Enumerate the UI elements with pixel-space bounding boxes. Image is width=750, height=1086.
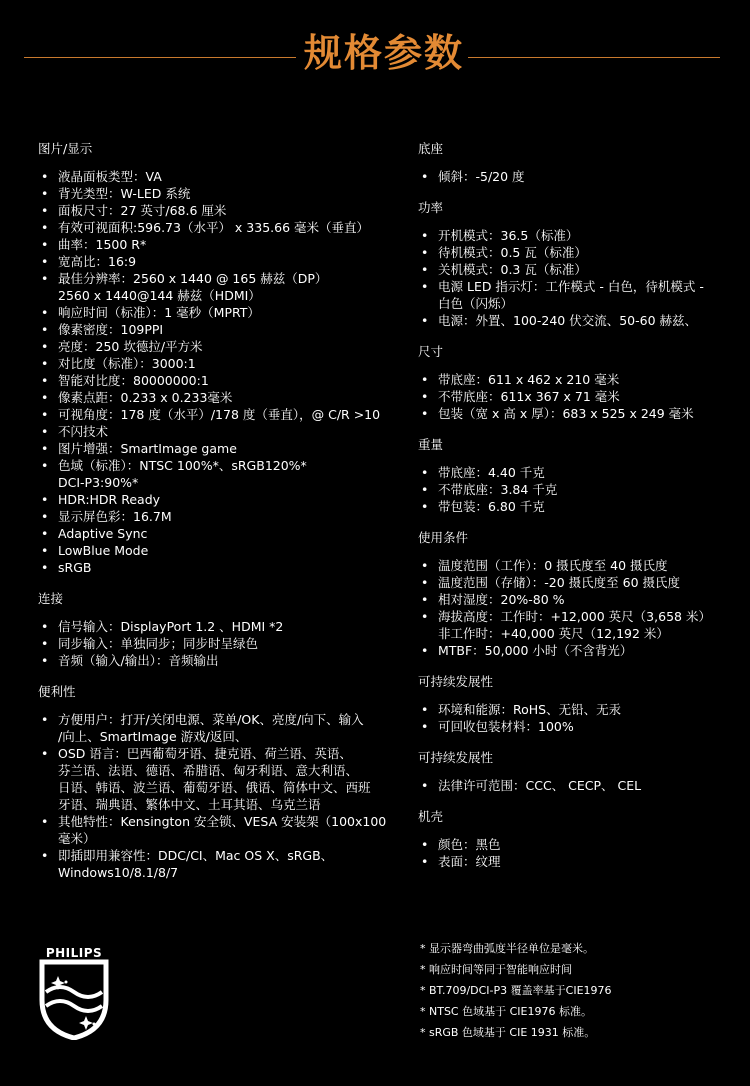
spec-item [418, 836, 738, 853]
spec-item [38, 745, 408, 813]
bullet-icon: • [421, 643, 429, 658]
footnote: * 显示器弯曲弧度半径单位是毫米。 [420, 942, 594, 955]
spec-text: 环境和能源：RoHS、无铅、无汞 [438, 702, 622, 717]
bullet-icon: • [421, 592, 429, 607]
spec-text: 非工作时：+40,000 英尺（12,192 米） [438, 626, 669, 641]
spec-list [418, 557, 738, 659]
spec-text: 2560 x 1440@144 赫兹（HDMI） [58, 288, 261, 303]
spec-item [418, 853, 738, 870]
bullet-icon: • [421, 406, 429, 421]
logo-text: PHILIPS [45, 946, 103, 960]
spec-list [418, 227, 738, 329]
bullet-icon: • [421, 262, 429, 277]
bullet-icon: • [41, 203, 49, 218]
spec-text: 像素密度：109PPI [58, 322, 164, 337]
spec-text: 即插即用兼容性：DDC/CI、Mac OS X、sRGB、 [58, 848, 334, 863]
philips-shield-icon [38, 940, 110, 1040]
spec-item [38, 321, 408, 338]
spec-item [38, 847, 408, 881]
spec-item [38, 270, 408, 304]
spec-text: 响应时间（标准）：1 毫秒（MPRT） [58, 305, 260, 320]
bullet-icon: • [421, 499, 429, 514]
spec-list [418, 777, 738, 794]
spec-section [418, 808, 738, 870]
spec-item [38, 525, 408, 542]
spec-text: 温度范围（工作）：0 摄氏度至 40 摄氏度 [438, 558, 668, 573]
spec-item [418, 701, 738, 718]
spec-text: 像素点距：0.233 x 0.233毫米 [58, 390, 233, 405]
spec-item [38, 202, 408, 219]
spec-list [418, 168, 738, 185]
bullet-icon: • [421, 279, 429, 294]
bullet-icon: • [41, 373, 49, 388]
spec-text: 宽高比：16:9 [58, 254, 137, 269]
bullet-icon: • [41, 619, 49, 634]
spec-section [418, 673, 738, 735]
spec-item [38, 389, 408, 406]
footnote: * NTSC 色域基于 CIE1976 标准。 [420, 1005, 592, 1018]
bullet-icon: • [41, 560, 49, 575]
spec-item [38, 440, 408, 457]
spec-text: Windows10/8.1/8/7 [58, 865, 179, 880]
spec-item [418, 312, 738, 329]
spec-item [38, 355, 408, 372]
spec-text: 电源 LED 指示灯：工作模式 - 白色，待机模式 - [438, 279, 704, 294]
spec-text: 日语、韩语、波兰语、葡萄牙语、俄语、简体中文、西班 [58, 780, 371, 795]
spec-list [418, 836, 738, 870]
spec-text: 图片增强：SmartImage game [58, 441, 237, 456]
spec-text: 可回收包装材料：100% [438, 719, 574, 734]
spec-text: 毫米） [58, 831, 96, 846]
spec-section [38, 683, 408, 881]
spec-item [418, 278, 738, 312]
spec-list [38, 168, 408, 576]
spec-text: 开机模式：36.5（标准） [438, 228, 579, 243]
spec-text: 液晶面板类型：VA [58, 169, 162, 184]
spec-text: DCI-P3:90%* [58, 475, 139, 490]
spec-list [418, 371, 738, 422]
bullet-icon: • [421, 575, 429, 590]
spec-item [418, 557, 738, 574]
spec-item [418, 608, 738, 642]
spec-item [38, 304, 408, 321]
page-header [0, 28, 750, 78]
footnote: * BT.709/DCI-P3 覆盖率基于CIE1976 [420, 984, 612, 997]
bullet-icon: • [421, 228, 429, 243]
bullet-icon: • [421, 389, 429, 404]
spec-text: /向上、SmartImage 游戏/返回、 [58, 729, 248, 744]
spec-item [418, 244, 738, 261]
spec-text: Adaptive Sync [58, 526, 148, 541]
spec-text: 亮度：250 坎德拉/平方米 [58, 339, 203, 354]
spec-item [418, 371, 738, 388]
bullet-icon: • [421, 482, 429, 497]
spec-text: 最佳分辨率：2560 x 1440 @ 165 赫兹（DP） [58, 271, 328, 286]
spec-text: 可视角度：178 度（水平）/178 度（垂直），@ C/R >10 [58, 407, 381, 422]
bullet-icon: • [41, 407, 49, 422]
section-title: 连接 [38, 591, 64, 606]
spec-text: 不带底座：611x 367 x 71 毫米 [438, 389, 620, 404]
spec-text: 同步输入：单独同步；同步时呈绿色 [58, 636, 259, 651]
spec-section [418, 140, 738, 185]
bullet-icon: • [41, 424, 49, 439]
spec-item [418, 574, 738, 591]
bullet-icon: • [41, 509, 49, 524]
spec-text: 海拔高度：工作时：+12,000 英尺（3,658 米） [438, 609, 711, 624]
spec-text: 牙语、瑞典语、繁体中文、土耳其语、乌克兰语 [58, 797, 321, 812]
bullet-icon: • [41, 543, 49, 558]
spec-text: 相对湿度：20%-80 % [438, 592, 565, 607]
bullet-icon: • [421, 372, 429, 387]
bullet-icon: • [41, 653, 49, 668]
bullet-icon: • [41, 339, 49, 354]
section-title: 便利性 [38, 684, 76, 699]
bullet-icon: • [41, 848, 49, 863]
spec-item [418, 591, 738, 608]
section-title: 功率 [418, 200, 444, 215]
section-title: 可持续发展性 [418, 750, 494, 765]
spec-text: 法律许可范围：CCC、 CECP、 CEL [438, 778, 642, 793]
spec-text: sRGB [58, 560, 92, 575]
spec-section [418, 529, 738, 659]
spec-item [38, 542, 408, 559]
spec-item [38, 253, 408, 270]
spec-text: 温度范围（存储）：-20 摄氏度至 60 摄氏度 [438, 575, 680, 590]
spec-item [38, 618, 408, 635]
spec-section [418, 343, 738, 422]
bullet-icon: • [41, 390, 49, 405]
spec-list [418, 464, 738, 515]
spec-text: 背光类型：W-LED 系统 [58, 186, 191, 201]
spec-item [418, 464, 738, 481]
bullet-icon: • [421, 719, 429, 734]
spec-item [38, 635, 408, 652]
spec-item [38, 406, 408, 423]
spec-text: 不闪技术 [58, 424, 109, 439]
spec-list [38, 711, 408, 881]
bullet-icon: • [421, 702, 429, 717]
spec-list [418, 701, 738, 735]
spec-text: 带包装：6.80 千克 [438, 499, 545, 514]
spec-list [38, 618, 408, 669]
spec-text: 智能对比度：80000000:1 [58, 373, 209, 388]
spec-text: 不带底座：3.84 千克 [438, 482, 558, 497]
spec-text: LowBlue Mode [58, 543, 149, 558]
spec-text: 带底座：4.40 千克 [438, 465, 545, 480]
footnote: * 响应时间等同于智能响应时间 [420, 963, 572, 976]
spec-item [38, 372, 408, 389]
spec-section [418, 749, 738, 794]
spec-text: 曲率：1500 R* [58, 237, 147, 252]
spec-item [418, 405, 738, 422]
bullet-icon: • [41, 271, 49, 286]
spec-text: MTBF：50,000 小时（不含背光） [438, 643, 633, 658]
bullet-icon: • [41, 458, 49, 473]
bullet-icon: • [41, 746, 49, 761]
spec-text: 芬兰语、法语、德语、希腊语、匈牙利语、意大利语、 [58, 763, 359, 778]
bullet-icon: • [41, 712, 49, 727]
spec-item [38, 711, 408, 745]
bullet-icon: • [41, 169, 49, 184]
spec-item [418, 261, 738, 278]
bullet-icon: • [41, 305, 49, 320]
spec-section [418, 199, 738, 329]
spec-text: 电源：外置、100-240 伏交流、50-60 赫兹、 [438, 313, 697, 328]
bullet-icon: • [421, 609, 429, 624]
spec-item [418, 227, 738, 244]
spec-text: 面板尺寸：27 英寸/68.6 厘米 [58, 203, 227, 218]
spec-item [38, 236, 408, 253]
spec-text: 表面：纹理 [438, 854, 501, 869]
spec-text: 白色（闪烁） [438, 296, 514, 311]
bullet-icon: • [41, 636, 49, 651]
section-title: 尺寸 [418, 344, 444, 359]
spec-section [38, 140, 408, 576]
spec-item [38, 813, 408, 847]
bullet-icon: • [421, 313, 429, 328]
philips-logo [38, 940, 110, 1040]
spec-text: HDR:HDR Ready [58, 492, 161, 507]
bullet-icon: • [41, 492, 49, 507]
section-title: 图片/显示 [38, 141, 93, 156]
spec-text: 音频（输入/输出）：音频输出 [58, 653, 219, 668]
section-title: 可持续发展性 [418, 674, 494, 689]
spec-text: 色域（标准）：NTSC 100%*、sRGB120%* [58, 458, 307, 473]
spec-item [418, 388, 738, 405]
spec-text: 带底座：611 x 462 x 210 毫米 [438, 372, 620, 387]
spec-item [38, 491, 408, 508]
bullet-icon: • [421, 558, 429, 573]
spec-item [38, 168, 408, 185]
section-title: 底座 [418, 141, 444, 156]
spec-text: OSD 语言：巴西葡萄牙语、捷克语、荷兰语、英语、 [58, 746, 352, 761]
bullet-icon: • [41, 237, 49, 252]
spec-text: 包装（宽 x 高 x 厚）：683 x 525 x 249 毫米 [438, 406, 694, 421]
spec-item [38, 457, 408, 491]
spec-section [418, 436, 738, 515]
spec-item [38, 219, 408, 236]
bullet-icon: • [421, 465, 429, 480]
spec-item [38, 423, 408, 440]
spec-item [418, 498, 738, 515]
spec-item [38, 508, 408, 525]
title-divider-left [24, 57, 296, 58]
spec-item [38, 652, 408, 669]
spec-text: 倾斜：-5/20 度 [438, 169, 525, 184]
bullet-icon: • [41, 441, 49, 456]
right-column [418, 140, 738, 884]
title-divider-right [468, 57, 720, 58]
spec-item [38, 559, 408, 576]
section-title: 重量 [418, 437, 444, 452]
bullet-icon: • [41, 254, 49, 269]
footnote: * sRGB 色域基于 CIE 1931 标准。 [420, 1026, 596, 1039]
spec-text: 待机模式：0.5 瓦（标准） [438, 245, 587, 260]
bullet-icon: • [421, 854, 429, 869]
left-column [38, 140, 408, 895]
spec-item [418, 777, 738, 794]
bullet-icon: • [421, 778, 429, 793]
footnotes [420, 938, 740, 1043]
section-title: 使用条件 [418, 530, 469, 545]
section-title: 机壳 [418, 809, 444, 824]
spec-text: 其他特性：Kensington 安全锁、VESA 安装架（100x100 [58, 814, 387, 829]
bullet-icon: • [41, 526, 49, 541]
bullet-icon: • [41, 356, 49, 371]
spec-text: 有效可视面积:596.73（水平） x 335.66 毫米（垂直） [58, 220, 370, 235]
spec-text: 关机模式：0.3 瓦（标准） [438, 262, 587, 277]
spec-item [418, 642, 738, 659]
spec-text: 颜色：黑色 [438, 837, 501, 852]
spec-item [418, 168, 738, 185]
spec-text: 信号输入：DisplayPort 1.2 、HDMI *2 [58, 619, 284, 634]
bullet-icon: • [421, 169, 429, 184]
bullet-icon: • [421, 245, 429, 260]
bullet-icon: • [41, 814, 49, 829]
bullet-icon: • [41, 322, 49, 337]
spec-item [418, 718, 738, 735]
spec-item [38, 185, 408, 202]
bullet-icon: • [421, 837, 429, 852]
spec-text: 对比度（标准）：3000:1 [58, 356, 196, 371]
spec-text: 方便用户：打开/关闭电源、菜单/OK、亮度/向下、输入 [58, 712, 364, 727]
spec-text: 显示屏色彩：16.7M [58, 509, 172, 524]
spec-item [418, 481, 738, 498]
spec-section [38, 590, 408, 669]
bullet-icon: • [41, 220, 49, 235]
bullet-icon: • [41, 186, 49, 201]
spec-item [38, 338, 408, 355]
page-title: 规格参数 [303, 31, 464, 75]
